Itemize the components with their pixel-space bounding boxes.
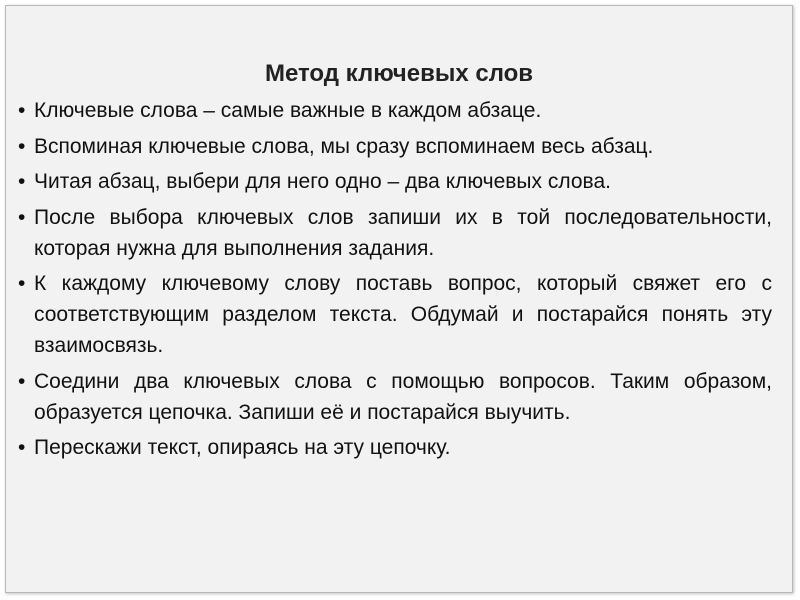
bullet-icon: • — [18, 436, 26, 459]
bullet-icon: • — [18, 205, 26, 229]
bullet-icon: • — [18, 369, 26, 393]
bullet-icon: • — [18, 134, 26, 158]
slide — [5, 5, 793, 593]
list-item-text: Вспоминая ключевые слова, мы сразу вспоминаем весь абзац. — [34, 134, 654, 158]
list-item-text: Соедини два ключевых слова с помощью вопросов. Таким образом, образуется цепочка. Запиши её и постарайся выучить. — [34, 369, 772, 424]
list-item — [18, 166, 772, 197]
list-item-text: К каждому ключевому слову поставь вопрос, который свяжет его с соответствующим разделом текста. Обдумай и постарайся понять эту взаимосвязь. — [34, 272, 772, 357]
bullet-list — [18, 95, 772, 468]
bullet-icon: • — [18, 170, 26, 193]
list-item-text: Ключевые слова – самые важные в каждом абзаце. — [34, 99, 542, 122]
bullet-icon: • — [18, 99, 26, 122]
list-item-text: После выбора ключевых слов запиши их в той последовательности, которая нужна для выполнения задания. — [34, 205, 772, 260]
bullet-icon: • — [18, 272, 26, 295]
list-item — [18, 268, 772, 361]
slide-title: Метод ключевых слов — [264, 60, 534, 87]
list-item-text: Перескажи текст, опираясь на эту цепочку. — [34, 436, 451, 459]
list-item — [18, 432, 772, 463]
list-item — [18, 366, 772, 428]
list-item-text: Читая абзац, выбери для него одно – два ключевых слова. — [34, 170, 611, 193]
list-item — [18, 95, 772, 126]
list-item — [18, 131, 772, 162]
list-item — [18, 202, 772, 264]
